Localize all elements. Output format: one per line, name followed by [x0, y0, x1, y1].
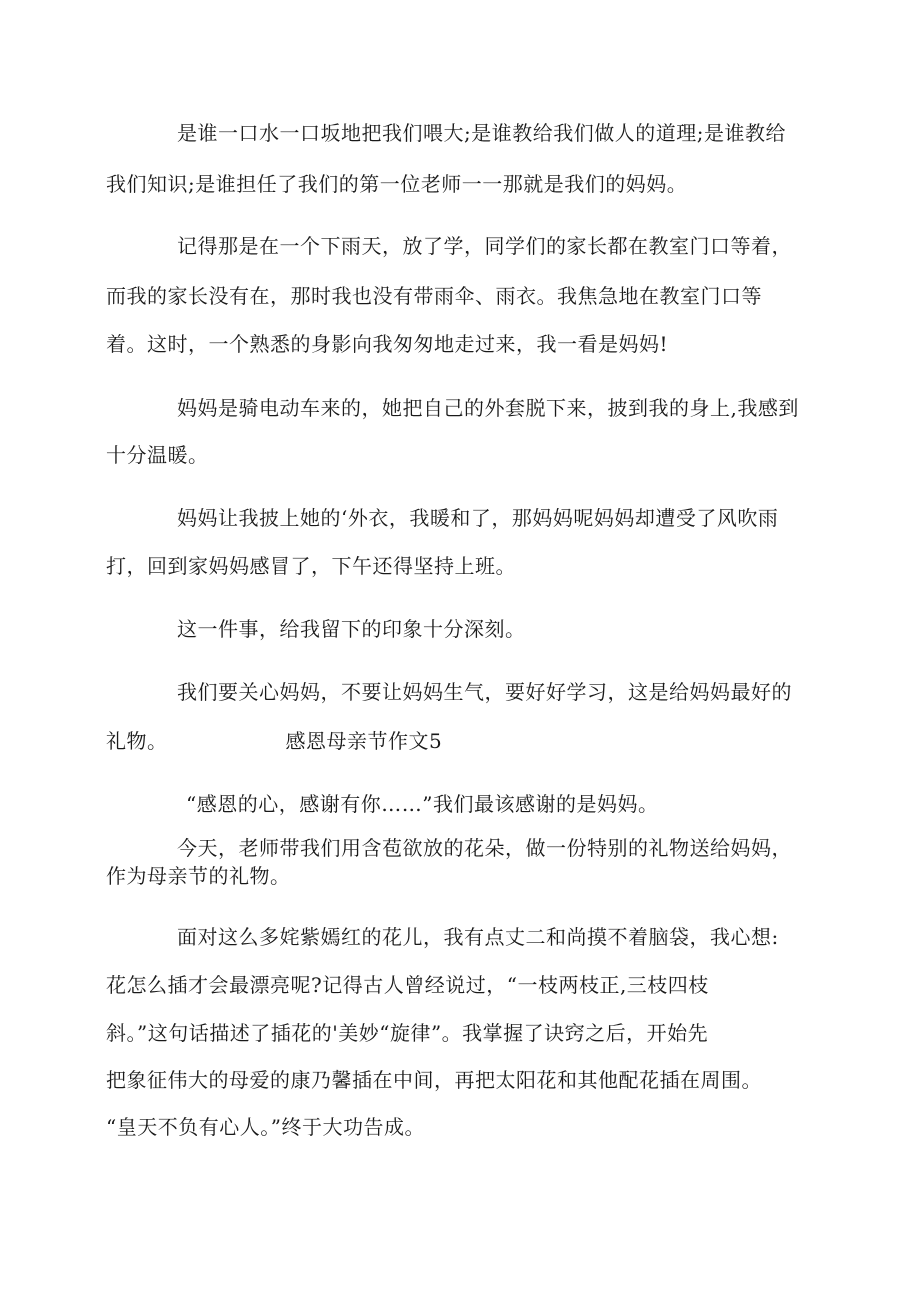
text-line: 着。这时，一个熟悉的身影向我匆匆地走过来，我一看是妈妈! — [106, 332, 669, 356]
text-line: 面对这么多姹紫嫣红的花儿，我有点丈二和尚摸不着脑袋，我心想: — [177, 925, 779, 949]
quote-line: “感恩的心，感谢有你……”我们最该感谢的是妈妈。 — [186, 792, 659, 816]
text-line: 妈妈让我披上她的‘外衣，我暖和了，那妈妈呢妈妈却遭受了风吹雨 — [177, 506, 779, 530]
text-line: “皇天不负有心人。”终于大功告成。 — [106, 1115, 425, 1139]
text-line: 斜。”这句话描述了插花的'美妙“旋律”。我掌握了诀窍之后，开始先 — [106, 1021, 709, 1045]
text-line: 花怎么插才会最漂亮呢?记得古人曾经说过，“一枝两枝正,三枝四枝 — [106, 973, 709, 997]
text-fragment: 礼物。 — [106, 729, 168, 753]
text-line: 作为母亲节的礼物。 — [106, 864, 291, 888]
text-line: 今天，老师带我们用含苞欲放的花朵，做一份特别的礼物送给妈妈， — [177, 836, 792, 860]
text-line: 我们要关心妈妈，不要让妈妈生气，要好好学习，这是给妈妈最好的 — [177, 680, 792, 704]
text-line: 打，回到家妈妈感冒了，下午还得坚持上班。 — [106, 554, 516, 578]
text-line: 是谁一口水一口坂地把我们喂大;是谁教给我们做人的道理;是谁教给 — [177, 121, 786, 145]
text-line — [106, 729, 442, 753]
text-line: 我们知识;是谁担任了我们的第一位老师一一那就是我们的妈妈。 — [106, 172, 688, 196]
text-line: 而我的家长没有在，那时我也没有带雨伞、雨衣。我焦急地在教室门口等 — [106, 284, 762, 308]
section-title: 感恩母亲节作文5 — [285, 729, 443, 753]
text-line: 把象征伟大的母爱的康乃馨插在中间，再把太阳花和其他配花插在周围。 — [106, 1068, 762, 1092]
text-line: 十分温暖。 — [106, 443, 209, 467]
text-line: 妈妈是骑电动车来的，她把自己的外套脱下来，披到我的身上,我感到 — [177, 396, 799, 420]
text-line: 这一件事，给我留下的印象十分深刻。 — [177, 617, 526, 641]
text-line: 记得那是在一个下雨天，放了学，同学们的家长都在教室门口等着， — [177, 234, 792, 258]
